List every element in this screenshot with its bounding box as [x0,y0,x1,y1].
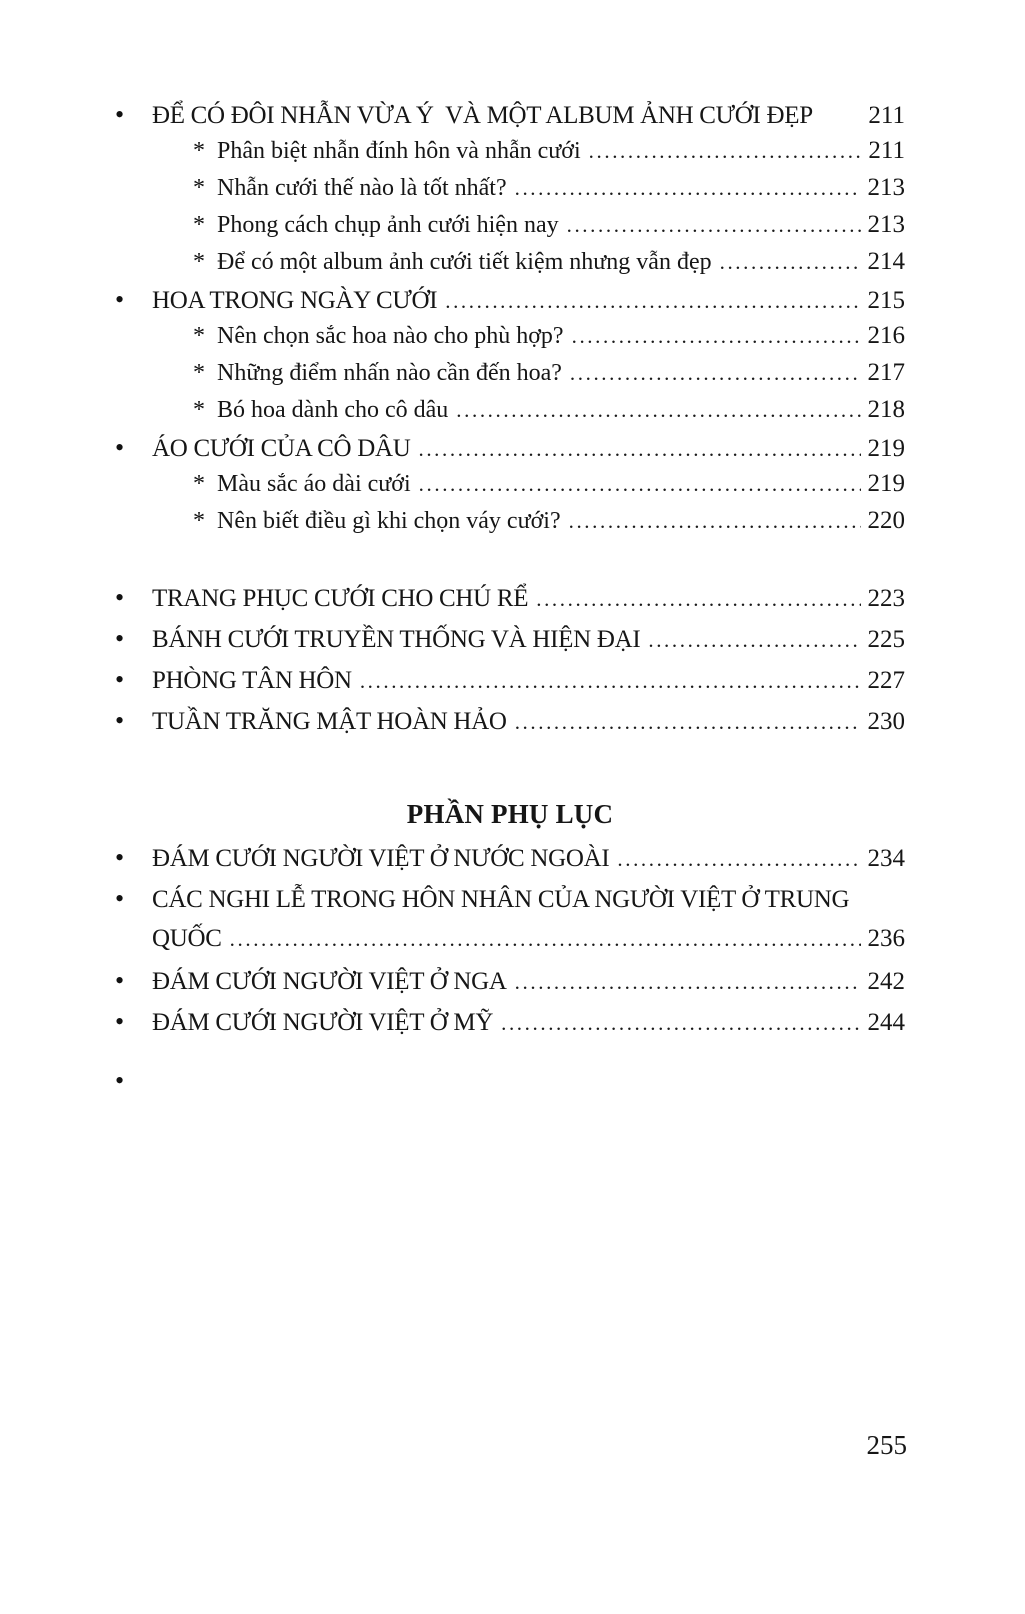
asterisk-icon: * [193,249,205,275]
toc-entry [115,285,905,322]
dot-leader [456,398,860,423]
toc-entry-label: TRANG PHỤC CƯỚI CHO CHÚ RỂ [152,585,529,612]
dot-leader [515,710,861,735]
dot-leader [515,970,861,995]
asterisk-icon: * [193,323,205,349]
toc-entry-label: ĐÁM CƯỚI NGƯỜI VIỆT Ở MỸ [152,1009,494,1036]
asterisk-icon: * [193,471,205,497]
toc-subentry [115,211,905,248]
toc-entry-label: Phong cách chụp ảnh cưới hiện nay [217,212,559,238]
toc-entry-page: 234 [867,845,905,872]
toc-entry-label: Nên biết điều gì khi chọn váy cưới? [217,508,561,534]
toc-subentry [115,174,905,211]
bullet-icon: • [115,433,125,462]
bullet-icon: • [115,100,125,129]
asterisk-icon: * [193,508,205,534]
dot-leader [617,847,860,872]
toc-entry-page: 230 [867,708,905,735]
asterisk-icon: * [193,360,205,386]
page-number: 255 [866,1430,907,1460]
toc-subentry [115,470,905,507]
toc-entry-page: 236 [867,925,905,952]
dot-leader [572,324,861,349]
toc-entry [115,100,905,137]
toc-entry-label: Bó hoa dành cho cô dâu [217,397,449,423]
toc-subentry [115,359,905,396]
appendix-heading: PHẦN PHỤ LỤC [406,799,614,829]
asterisk-icon: * [193,175,205,201]
toc-entry-label: Để có một album ảnh cưới tiết kiệm nhưng vẫn đẹp [217,249,712,275]
toc-entry-label: PHÒNG TÂN HÔN [152,667,352,694]
toc-subentry [115,507,905,544]
toc-entry-page: 242 [867,968,905,995]
dot-leader [445,289,860,314]
toc-entry-page: 214 [867,248,905,275]
toc-entry-label: Màu sắc áo dài cưới [217,471,411,497]
toc-subentry [115,137,905,174]
dot-leader [230,927,861,952]
toc-entry-page: 223 [867,585,905,612]
toc-entry-page: 218 [867,396,905,423]
asterisk-icon: * [193,397,205,423]
toc-entry-page: 217 [867,359,905,386]
toc-entry-page: 211 [868,102,905,129]
dot-leader [648,628,860,653]
toc-entry-page: 219 [867,470,905,497]
toc-entry-line2 [115,925,905,966]
bullet-icon: • [115,884,125,913]
toc-entry-label: Nên chọn sắc hoa nào cho phù hợp? [217,323,564,349]
dot-leader [720,250,861,275]
bullet-icon: • [115,843,125,872]
toc-entry-label: QUỐC [152,925,222,952]
toc-entry [115,843,905,884]
bullet-icon: • [115,706,125,735]
bullet-icon: • [115,665,125,694]
toc-entry-label: BÁNH CƯỚI TRUYỀN THỐNG VÀ HIỆN ĐẠI [152,626,641,653]
toc-entry-label: ÁO CƯỚI CỦA CÔ DÂU [152,435,411,462]
toc-entry-label: ĐỂ CÓ ĐÔI NHẪN VỪA Ý VÀ MỘT ALBUM ẢNH CƯỚI ĐẸP [152,102,813,129]
toc-subentry [115,248,905,285]
toc-entry-page: 225 [867,626,905,653]
toc-entry-page: 227 [867,667,905,694]
toc-entry [115,706,905,747]
dot-leader [418,437,860,462]
dot-leader [569,509,861,534]
bullet-icon: • [115,583,125,612]
dot-leader [589,139,862,164]
toc-subentry [115,322,905,359]
toc-entry [115,583,905,624]
toc-entry-page: 216 [867,322,905,349]
toc-entry-page: 220 [867,507,905,534]
bullet-icon: • [115,966,125,995]
toc-entry-label: HOA TRONG NGÀY CƯỚI [152,287,438,314]
toc-entry-page: 219 [867,435,905,462]
toc-entry-line1 [115,884,905,925]
toc-entry-label: CÁC NGHI LỄ TRONG HÔN NHÂN CỦA NGƯỜI VIỆT Ở TRUNG [152,886,850,913]
toc-entry [115,1007,905,1048]
dot-leader [536,587,860,612]
toc-entry-page: 213 [867,174,905,201]
bullet-icon: • [115,1066,125,1095]
toc-entry-label: Phân biệt nhẫn đính hôn và nhẫn cưới [217,138,581,164]
dot-leader [570,361,861,386]
toc-entry-empty [115,1066,905,1107]
toc-entry-page: 211 [868,137,905,164]
dot-leader [419,472,861,497]
dot-leader [567,213,861,238]
toc-subentry [115,396,905,433]
asterisk-icon: * [193,138,205,164]
toc-entry-page: 215 [867,287,905,314]
toc-entry-label: ĐÁM CƯỚI NGƯỜI VIỆT Ở NƯỚC NGOÀI [152,845,610,872]
toc-entry-label: TUẦN TRĂNG MẬT HOÀN HẢO [152,708,507,735]
toc-entry-page: 244 [867,1009,905,1036]
bullet-icon: • [115,624,125,653]
toc-entry-label: Nhẫn cưới thế nào là tốt nhất? [217,175,507,201]
toc-entry-label: ĐÁM CƯỚI NGƯỜI VIỆT Ở NGA [152,968,507,995]
asterisk-icon: * [193,212,205,238]
dot-leader [360,669,861,694]
bullet-icon: • [115,1007,125,1036]
table-of-contents [115,100,905,1107]
toc-entry [115,624,905,665]
dot-leader [515,176,861,201]
toc-entry-page: 213 [867,211,905,238]
toc-entry [115,665,905,706]
toc-entry [115,966,905,1007]
toc-entry-label: Những điểm nhấn nào cần đến hoa? [217,360,562,386]
dot-leader [501,1011,860,1036]
bullet-icon: • [115,285,125,314]
toc-entry [115,433,905,470]
